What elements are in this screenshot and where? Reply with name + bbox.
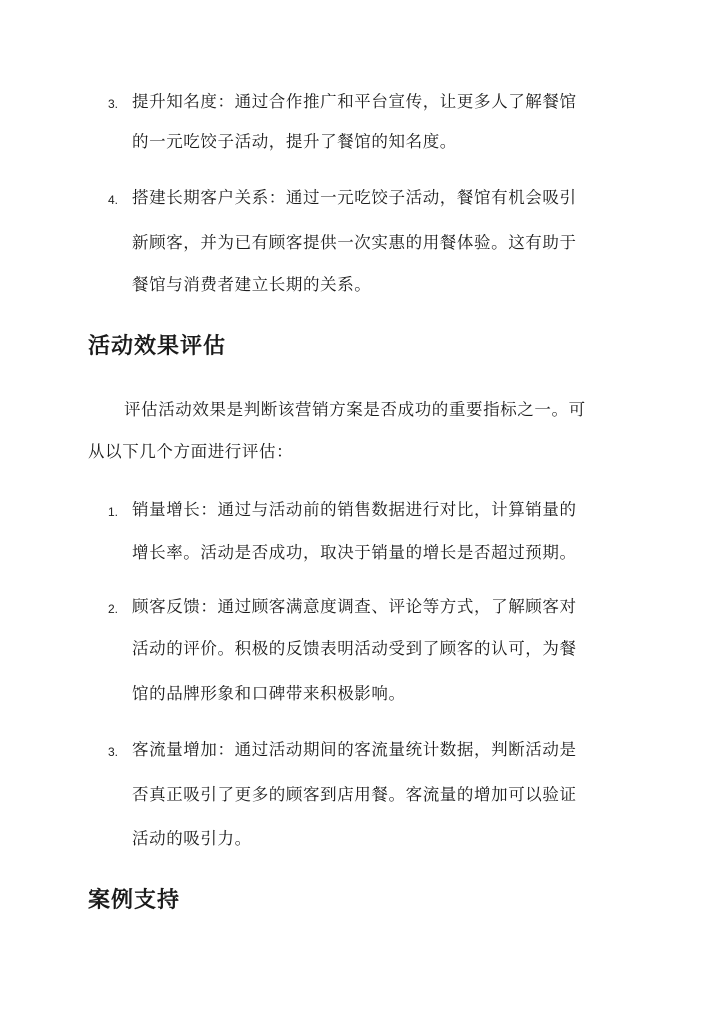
list-item-text-line: 顾客反馈：通过顾客满意度调查、评论等方式，了解顾客对 bbox=[132, 597, 577, 616]
list-number: 3. bbox=[108, 745, 119, 759]
list-item-text-line: 提升知名度：通过合作推广和平台宣传，让更多人了解餐馆 bbox=[132, 92, 577, 111]
list-item-text-line: 新顾客，并为已有顾客提供一次实惠的用餐体验。这有助于 bbox=[132, 233, 577, 252]
list-number: 1. bbox=[108, 505, 119, 519]
list-item-text-line: 馆的品牌形象和口碑带来积极影响。 bbox=[132, 684, 406, 703]
list-item-text-line: 销量增长：通过与活动前的销售数据进行对比，计算销量的 bbox=[132, 500, 577, 519]
list-number: 3. bbox=[108, 97, 119, 111]
paragraph-line: 评估活动效果是判断该营销方案是否成功的重要指标之一。可 bbox=[124, 400, 586, 419]
list-item-text-line: 的一元吃饺子活动，提升了餐馆的知名度。 bbox=[132, 132, 457, 151]
list-item-text-line: 活动的评价。积极的反馈表明活动受到了顾客的认可，为餐 bbox=[132, 639, 577, 658]
list-item-text-line: 餐馆与消费者建立长期的关系。 bbox=[132, 275, 372, 294]
list-item-text-line: 否真正吸引了更多的顾客到店用餐。客流量的增加可以验证 bbox=[132, 785, 577, 804]
section-heading-evaluation: 活动效果评估 bbox=[88, 333, 227, 359]
list-item-text-line: 客流量增加：通过活动期间的客流量统计数据，判断活动是 bbox=[132, 740, 577, 759]
list-item-text-line: 增长率。活动是否成功，取决于销量的增长是否超过预期。 bbox=[132, 543, 577, 562]
list-number: 2. bbox=[108, 602, 119, 616]
section-heading-case: 案例支持 bbox=[88, 887, 181, 913]
list-item-text-line: 活动的吸引力。 bbox=[132, 829, 252, 848]
paragraph-line: 从以下几个方面进行评估： bbox=[88, 442, 294, 461]
list-number: 4. bbox=[108, 193, 119, 207]
list-item-text-line: 搭建长期客户关系：通过一元吃饺子活动，餐馆有机会吸引 bbox=[132, 188, 577, 207]
